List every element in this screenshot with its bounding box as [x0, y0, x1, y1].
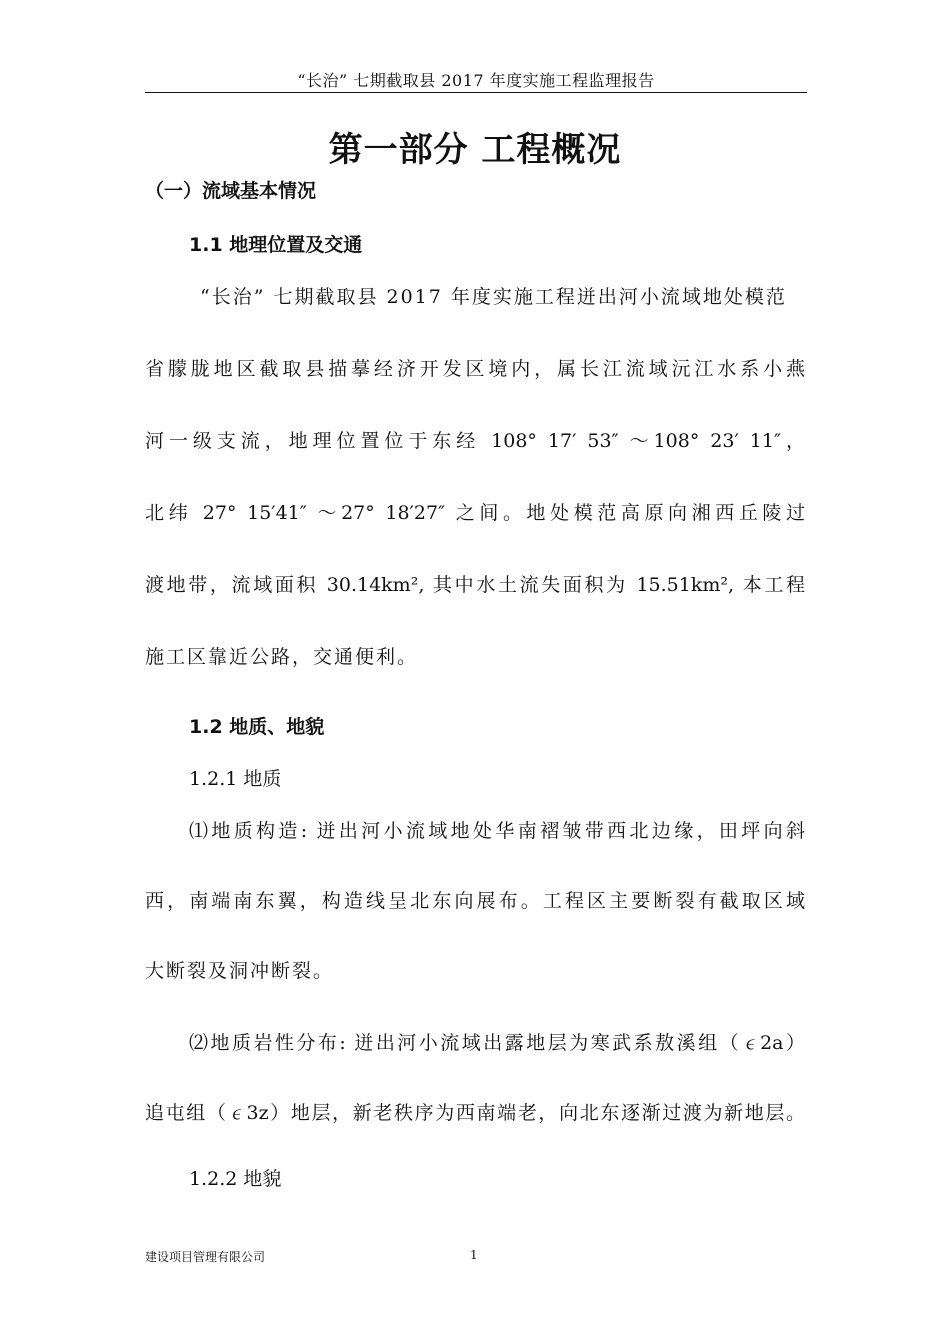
subsection-heading-geology: 1.2 地质、地貌: [189, 716, 325, 738]
paragraph-line: 省朦胧地区截取县描摹经济开发区境内，属长江流域沅江水系小燕: [145, 358, 805, 380]
page-number: 1: [470, 1248, 478, 1262]
paragraph-line: 渡地带，流域面积 30.14km², 其中水土流失面积为 15.51km², 本工程: [145, 574, 805, 596]
paragraph-line: 北纬 27° 15′41″ ～27° 18′27″ 之间。地处模范高原向湘西丘陵过: [145, 502, 805, 524]
paragraph-line: “长治” 七期截取县 2017 年度实施工程迸出河小流域地处模范: [200, 286, 787, 308]
section-heading: （一）流域基本情况: [145, 180, 317, 202]
paragraph-line: 施工区靠近公路，交通便利。: [145, 646, 419, 668]
subsubsection-heading-geology: 1.2.1 地质: [189, 768, 282, 790]
subsubsection-heading-landform: 1.2.2 地貌: [189, 1168, 282, 1190]
paragraph-line: 追屯组（∊3z）地层，新老秩序为西南端老，向北东逐渐过渡为新地层。: [145, 1102, 805, 1124]
paragraph-line: ⑵地质岩性分布: 迸出河小流域出露地层为寒武系敖溪组（∊2a）: [189, 1032, 805, 1054]
paragraph-line: 大断裂及洞冲断裂。: [145, 960, 335, 982]
page-title: 第一部分 工程概况: [328, 130, 622, 170]
footer-company: 建设项目管理有限公司: [145, 1250, 266, 1264]
paragraph-line: 河一级支流，地理位置位于东经 108° 17′ 53″ ～108° 23′ 11″，: [145, 430, 805, 452]
paragraph-line: 西，南端南东翼，构造线呈北东向展布。工程区主要断裂有截取区域: [145, 890, 805, 912]
paragraph-line: ⑴地质构造: 迸出河小流域地处华南褶皱带西北边缘，田坪向斜: [189, 820, 805, 842]
running-header: “长治” 七期截取县 2017 年度实施工程监理报告: [297, 71, 655, 90]
subsection-heading-location: 1.1 地理位置及交通: [189, 234, 363, 256]
header-divider: [145, 92, 807, 93]
